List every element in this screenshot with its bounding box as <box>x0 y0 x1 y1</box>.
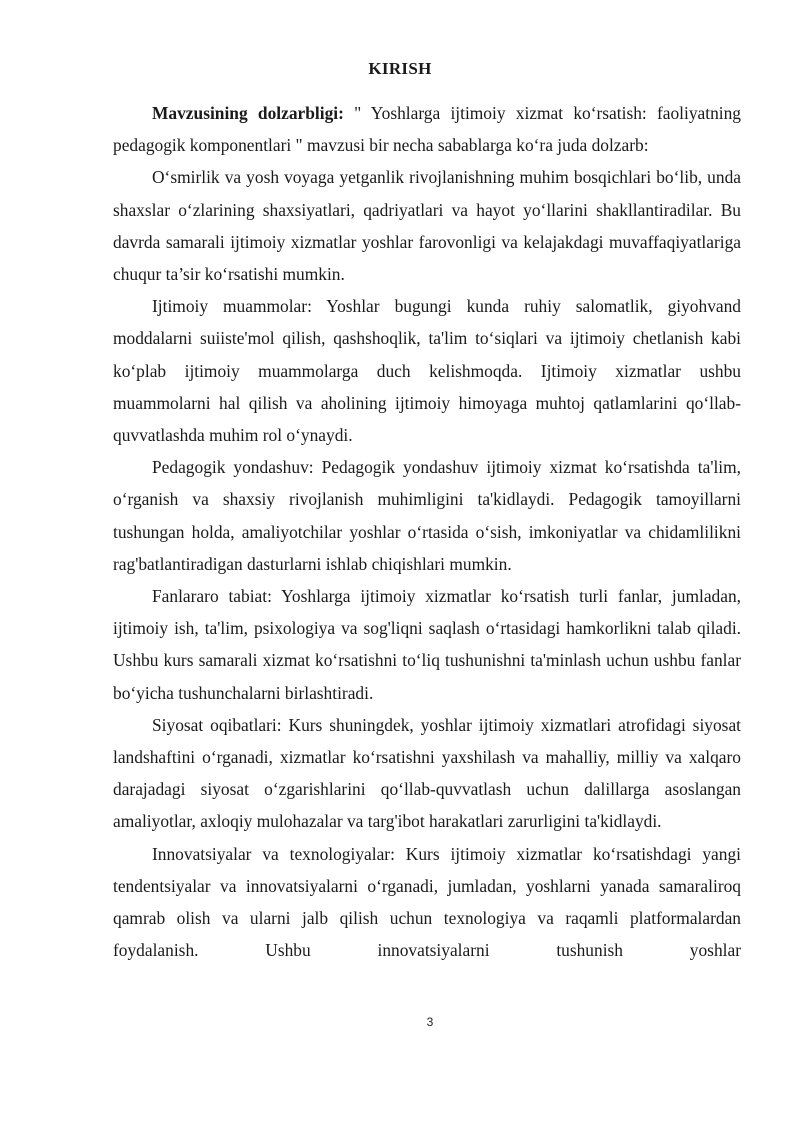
paragraph-social-problems: Ijtimoiy muammolar: Yoshlar bugungi kunda ruhiy salomatlik, giyohvand moddalarni suiiste'mol qilish, qashshoqlik, ta'lim to‘siqlari va ijtimoiy chetlanish kabi ko‘plab ijtimoiy muammolarga duch kelishmoqda. Ijtimoiy xizmatlar ushbu muammolarni hal qilish va aholining ijtimoiy himoyaga muhtoj qatlamlarini qo‘llab-quvvatlashda muhim rol o‘ynaydi. <box>113 296 741 446</box>
section-heading: KIRISH <box>368 59 432 78</box>
paragraph-text: " Yoshlarga ijtimoiy xizmat ko‘rsatish: faoliyatning pedagogik komponentlari " mavzusi bir necha sabablarga ko‘ra juda dolzarb: <box>113 103 741 156</box>
paragraph-innovations: Innovatsiyalar va texnologiyalar: Kurs ijtimoiy xizmatlar ko‘rsatishdagi yangi tendentsiyalar va innovatsiyalarni o‘rganadi, jumladan, yoshlarni yanada samaraliroq qamrab olish va ularni jalb qilish uchun texnologiya va raqamli platformalardan foydalanish. Ushbu innovatsiyalarni tushunish yoshlar <box>113 843 741 961</box>
paragraph-relevance <box>113 97 741 161</box>
paragraph-policy: Siyosat oqibatlari: Kurs shuningdek, yoshlar ijtimoiy xizmatlari atrofidagi siyosat landshaftini o‘rganadi, xizmatlar ko‘rsatishni yaxshilash va mahalliy, milliy va xalqaro darajadagi siyosat o‘zgarishlarini qo‘llab-quvvatlash uchun dalillarga asoslangan amaliyotlar, axloqiy mulohazalar va targ'ibot harakatlari zarurligini ta'kidlaydi. <box>113 714 741 832</box>
paragraph-interdisciplinary: Fanlararo tabiat: Yoshlarga ijtimoiy xizmatlar ko‘rsatish turli fanlar, jumladan, ijtimoiy ish, ta'lim, psixologiya va sog'liqni saqlash o‘rtasidagi hamkorlikni talab qiladi. Ushbu kurs samarali xizmat ko‘rsatishni to‘liq tushunishni ta'minlash uchun ushbu fanlar bo‘yicha tushunchalarni birlashtiradi. <box>113 586 741 703</box>
paragraph-adolescence: O‘smirlik va yosh voyaga yetganlik rivojlanishning muhim bosqichlari bo‘lib, unda shaxslar o‘zlarining shaxsiyatlari, qadriyatlari va hayot yo‘llarini shakllantiradilar. Bu davrda samarali ijtimoiy xizmatlar yoshlar farovonligi va kelajakdagi muvaffaqiyatlariga chuqur ta’sir ko‘rsatishi mumkin. <box>113 167 741 285</box>
page-number: 3 <box>426 1015 434 1029</box>
body-text <box>113 97 741 966</box>
paragraph-pedagogical-approach: Pedagogik yondashuv: Pedagogik yondashuv ijtimoiy xizmat ko‘rsatishda ta'lim, o‘rganish va shaxsiy rivojlanish muhimligini ta'kidlaydi. Pedagogik tamoyillarni tushungan holda, amaliyotchilar yoshlar o‘rtasida o‘sish, imkoniyatlar va chidamlilikni rag'batlantiradigan dasturlarni ishlab chiqishlari mumkin. <box>113 457 741 574</box>
paragraph-lead-bold: Mavzusining dolzarbligi: <box>152 103 344 123</box>
